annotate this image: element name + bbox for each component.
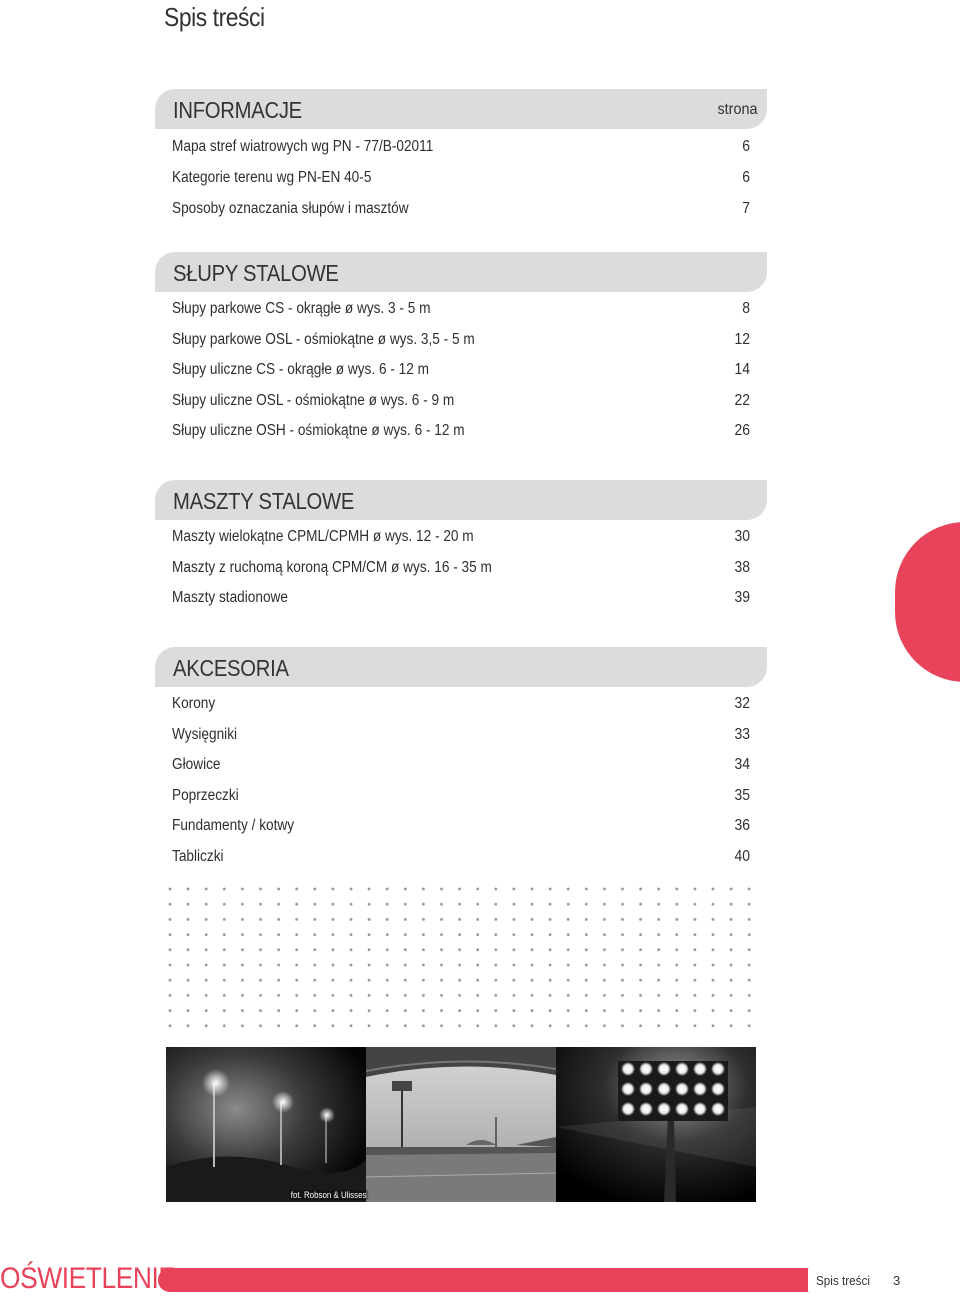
toc-entry-label: Fundamenty / kotwy: [172, 817, 295, 834]
toc-entry[interactable]: [172, 528, 750, 548]
section-title: AKCESORIA: [173, 655, 289, 681]
photo-credit: fot. Robson & Ulisses: [290, 1190, 367, 1200]
toc-entry-page: 30: [734, 528, 750, 545]
toc-entry[interactable]: [172, 138, 750, 158]
section-header-informacje: [155, 89, 767, 129]
toc-entry[interactable]: [172, 331, 750, 351]
toc-entry-label: Mapa stref wiatrowych wg PN - 77/B-02011: [172, 138, 434, 155]
photo-floodlight-mast: [556, 1047, 756, 1202]
toc-entry-page: 6: [742, 169, 750, 186]
toc-entry-page: 39: [734, 589, 750, 606]
toc-entry[interactable]: [172, 848, 750, 868]
toc-entry[interactable]: [172, 589, 750, 609]
toc-entry[interactable]: [172, 726, 750, 746]
toc-entry-page: 32: [734, 695, 750, 712]
toc-entry-label: Poprzeczki: [172, 787, 239, 804]
toc-entry-label: Głowice: [172, 756, 221, 773]
toc-entry-label: Korony: [172, 695, 216, 712]
section-title: MASZTY STALOWE: [173, 488, 355, 514]
toc-entry-label: Słupy uliczne OSH - ośmiokątne ø wys. 6 - 12 m: [172, 422, 465, 439]
toc-entry-page: 8: [742, 300, 750, 317]
toc-entry-page: 26: [734, 422, 750, 439]
section-header-slupy-stalowe: [155, 252, 767, 292]
toc-entry-page: 6: [742, 138, 750, 155]
toc-entry-page: 14: [734, 361, 750, 378]
toc-entry[interactable]: [172, 695, 750, 715]
toc-entry[interactable]: [172, 756, 750, 776]
toc-entry-label: Słupy parkowe OSL - ośmiokątne ø wys. 3,5 - 5 m: [172, 331, 475, 348]
page-number: 3: [893, 1273, 901, 1288]
toc-entry-label: Tabliczki: [172, 848, 224, 865]
toc-entry-label: Wysięgniki: [172, 726, 238, 743]
toc-entry[interactable]: [172, 169, 750, 189]
footer-brand: OŚWIETLENIE: [0, 1262, 176, 1295]
toc-entry-label: Sposoby oznaczania słupów i masztów: [172, 200, 409, 217]
section-title: INFORMACJE: [173, 97, 302, 123]
toc-entry-page: 40: [734, 848, 750, 865]
page-column-label: strona: [716, 101, 757, 118]
section-title: SŁUPY STALOWE: [173, 260, 339, 286]
side-tab-marker: [895, 522, 960, 682]
toc-entry[interactable]: [172, 392, 750, 412]
toc-entry-page: 33: [734, 726, 750, 743]
toc-entry-page: 36: [734, 817, 750, 834]
toc-entry-page: 7: [742, 200, 750, 217]
toc-entry-label: Kategorie terenu wg PN-EN 40-5: [172, 169, 372, 186]
section-header-akcesoria: [155, 647, 767, 687]
toc-entry[interactable]: [172, 422, 750, 442]
photo-park-lamps: [166, 1047, 366, 1202]
toc-entry[interactable]: [172, 300, 750, 320]
photo-strip: [166, 1047, 756, 1202]
toc-entry[interactable]: [172, 200, 750, 220]
toc-entry-label: Słupy uliczne OSL - ośmiokątne ø wys. 6 - 9 m: [172, 392, 455, 409]
toc-entry-page: 22: [734, 392, 750, 409]
toc-entry-label: Słupy parkowe CS - okrągłe ø wys. 3 - 5 m: [172, 300, 431, 317]
toc-entry-label: Słupy uliczne CS - okrągłe ø wys. 6 - 12 m: [172, 361, 429, 378]
page-title: Spis treści: [164, 2, 265, 32]
toc-entry[interactable]: [172, 787, 750, 807]
photo-stadium: [366, 1047, 556, 1202]
section-header-maszty-stalowe: [155, 480, 767, 520]
footer-section-label: Spis treści: [816, 1273, 870, 1288]
toc-entry[interactable]: [172, 559, 750, 579]
toc-entry-page: 34: [734, 756, 750, 773]
toc-entry-label: Maszty z ruchomą koroną CPM/CM ø wys. 16 - 35 m: [172, 559, 492, 576]
toc-entry[interactable]: [172, 361, 750, 381]
toc-entry-page: 12: [734, 331, 750, 348]
toc-entry-label: Maszty stadionowe: [172, 589, 288, 606]
toc-entry-page: 38: [734, 559, 750, 576]
toc-entry[interactable]: [172, 817, 750, 837]
toc-entry-label: Maszty wielokątne CPML/CPMH ø wys. 12 - 20 m: [172, 528, 474, 545]
toc-entry-page: 35: [734, 787, 750, 804]
dot-grid-decoration: [165, 884, 755, 1029]
